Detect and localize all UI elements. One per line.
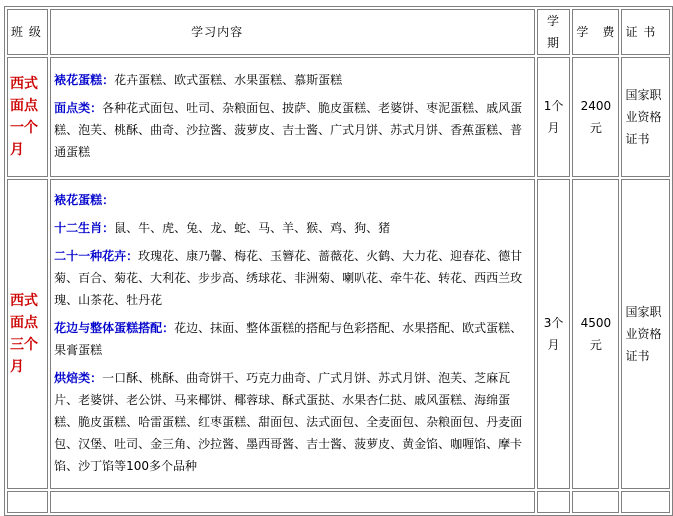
section-text: 花边、抹面、整体蛋糕的搭配与色彩搭配、水果搭配、欧式蛋糕、果膏蛋糕 <box>54 321 523 357</box>
period-value: 3个月 <box>537 179 571 489</box>
class-name: 西式面点三个月 <box>7 179 48 489</box>
empty-cell <box>621 491 670 513</box>
content-cell <box>50 57 535 177</box>
section-text: 一口酥、桃酥、曲奇饼干、巧克力曲奇、广式月饼、苏式月饼、泡芙、芝麻瓦片、老婆饼、老公饼、马来椰饼、椰蓉球、酥式蛋挞、水果杏仁挞、戚风蛋糕、海绵蛋糕、脆皮蛋糕、哈雷蛋糕、红枣蛋糕、甜面包、法式面包、全麦面包、杂粮面包、丹麦面包、汉堡、吐司、金三角、沙拉酱、墨西哥酱、吉士酱、菠萝皮、黄金馅、咖喱馅、摩卡馅、沙丁馅等100多个品种 <box>54 371 523 473</box>
content-section <box>54 367 531 477</box>
section-text: 玫瑰花、康乃馨、梅花、玉簪花、蔷薇花、火鹤、大力花、迎春花、德甘菊、百合、菊花、大利花、步步高、绣球花、非洲菊、喇叭花、牵牛花、转花、西西兰玫瑰、山茶花、牡丹花 <box>54 249 523 307</box>
empty-cell <box>537 491 571 513</box>
content-section <box>54 69 531 91</box>
section-text: 鼠、牛、虎、兔、龙、蛇、马、羊、猴、鸡、狗、猪 <box>114 221 391 235</box>
table-row-partial <box>7 491 670 513</box>
section-title: 烘焙类： <box>54 371 103 385</box>
table-row <box>7 179 670 489</box>
section-text: 花卉蛋糕、欧式蛋糕、水果蛋糕、慕斯蛋糕 <box>114 73 343 87</box>
section-title: 裱花蛋糕： <box>54 193 115 207</box>
course-table <box>4 6 673 516</box>
content-section <box>54 217 531 239</box>
content-section <box>54 245 531 311</box>
header-content: 学习内容 <box>50 9 535 55</box>
fee-value: 4500元 <box>572 179 619 489</box>
section-title: 花边与整体蛋糕搭配： <box>54 321 175 335</box>
cert-value: 国家职业资格证书 <box>621 179 670 489</box>
section-text: 各种花式面包、吐司、杂粮面包、披萨、脆皮蛋糕、老婆饼、枣泥蛋糕、戚风蛋糕、泡芙、桃酥、曲奇、沙拉酱、菠萝皮、吉士酱、广式月饼、苏式月饼、香蕉蛋糕、普通蛋糕 <box>54 101 523 159</box>
section-title: 二十一种花卉： <box>54 249 139 263</box>
header-row <box>7 9 670 55</box>
content-section <box>54 189 531 211</box>
empty-cell <box>50 491 535 513</box>
header-cert: 证 书 <box>621 9 670 55</box>
section-title: 十二生肖： <box>54 221 115 235</box>
empty-cell <box>7 491 48 513</box>
header-period: 学 期 <box>537 9 571 55</box>
section-title: 裱花蛋糕： <box>54 73 115 87</box>
header-fee: 学 费 <box>572 9 619 55</box>
content-cell <box>50 179 535 489</box>
header-class: 班 级 <box>7 9 48 55</box>
empty-cell <box>572 491 619 513</box>
content-section <box>54 97 531 163</box>
period-value: 1个月 <box>537 57 571 177</box>
content-section <box>54 317 531 361</box>
fee-value: 2400元 <box>572 57 619 177</box>
section-title: 面点类： <box>54 101 103 115</box>
cert-value: 国家职业资格证书 <box>621 57 670 177</box>
table-row <box>7 57 670 177</box>
class-name: 西式面点一个月 <box>7 57 48 177</box>
